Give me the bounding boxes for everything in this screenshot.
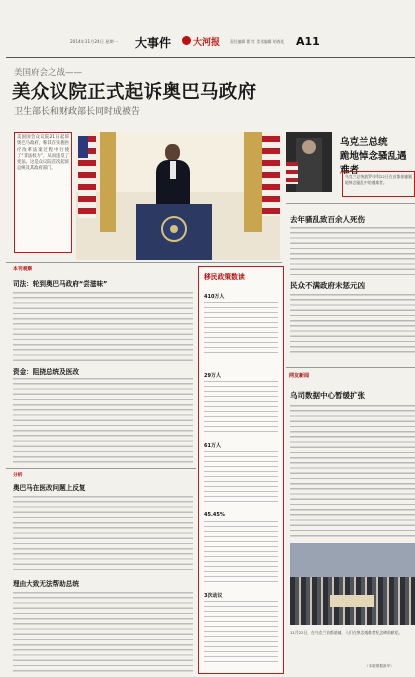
figure-4: 45.45% [204,512,225,518]
analysis-tag: 分析 [13,473,23,478]
flag-right-icon [262,136,280,216]
figure-2: 29万人 [204,373,221,379]
lead-text: 美国国会众议院21日起诉奥巴马政府，称其在实施医疗改革法案过程中行使了“非法权力”，从而违反了宪法。这是众议院首次起诉总统及其政府部门。 [17,135,69,172]
lead-box [14,132,72,253]
figure-5: 3次动议 [204,593,223,599]
side-head-4: 乌司数据中心暂缓扩张 [290,391,365,400]
side-body-3 [290,405,415,540]
paper-name: 大河报 [193,38,221,48]
presidential-seal-icon [161,216,187,242]
masthead [0,30,415,56]
column-tag: 本刊观察 [13,267,33,272]
figure-1: 410万人 [204,294,225,300]
left-body-4 [13,592,193,672]
side-head-3: 民众不满政府未惩元凶 [290,281,365,290]
left-body-2 [13,378,193,464]
side-caption-box [342,171,415,197]
side-caption: 乌克兰总统波罗申科22日在首都基辅跪地悼念骚乱中的遇难者。 [345,174,412,185]
headline: 美众议院正式起诉奥巴马政府 [12,82,257,103]
crowd-caption: 11月22日，在乌克兰首都基辅，人们在悼念遇难者纪念碑前献花。 [290,630,403,635]
subheadline: 卫生部长和财政部长同时成被告 [14,107,141,117]
side-body-1 [290,227,415,275]
left-head-2: 资金：阻挠总统及医改 [13,368,79,376]
left-head-4: 理由大致无法帮助总统 [13,580,79,588]
logo-mark-icon [182,36,191,45]
page-number: A11 [296,35,320,48]
side-title-line2: 跪地悼念骚乱遇难者 [340,151,407,176]
flag-icon [286,162,298,184]
speaker-figure [156,144,190,210]
left-head-3: 奥巴马在医改问题上反复 [13,484,86,492]
data-box-title: 移民政策数读 [204,273,245,281]
kicker: 美国府会之战—— [14,68,83,78]
editor-info: 责任编辑 翟 红 美术编辑 胡春花 [230,39,285,44]
left-head-1: 司法：轮到奥巴马政府“尝滋味” [13,280,108,288]
masthead-rule [6,57,415,58]
main-photo [76,132,280,260]
section-title: 大事件 [135,36,172,50]
side-body-2 [290,294,415,356]
figure-3: 61万人 [204,443,221,449]
issue-date: 2014年11月24日 星期一 [70,39,118,44]
left-body-1 [13,292,193,362]
paper-logo [182,35,226,47]
crowd-photo [290,543,415,625]
side-head-2: 去年骚乱致百余人死伤 [290,215,365,224]
side-title-line1: 乌克兰总统 [340,137,388,148]
left-body-3 [13,496,193,574]
photo-credit: （本版图据新华） [365,664,394,668]
side-photo [286,132,332,192]
data-box [198,266,284,674]
side-section-tag: 网友新闻 [289,373,310,379]
